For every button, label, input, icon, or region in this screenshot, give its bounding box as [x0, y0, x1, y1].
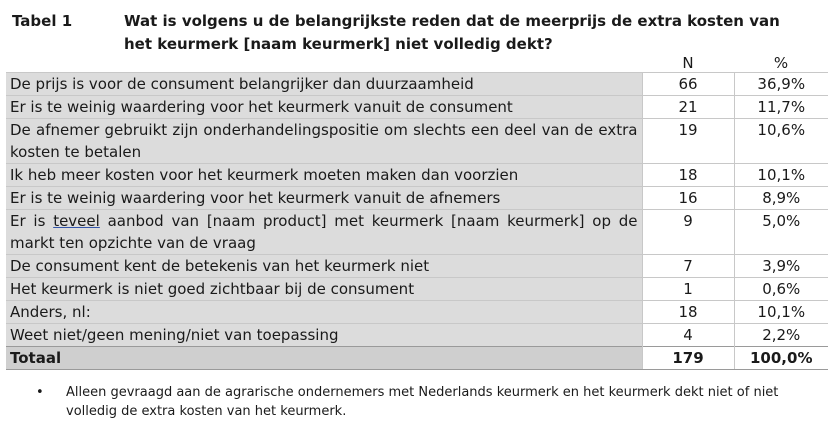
row-percent: 5,0%	[734, 210, 828, 255]
table-row	[6, 73, 828, 96]
row-n: 7	[642, 255, 734, 278]
table-row	[6, 324, 828, 347]
table-row	[6, 301, 828, 324]
row-percent: 10,1%	[734, 164, 828, 187]
row-percent: 11,7%	[734, 96, 828, 119]
row-n: 21	[642, 96, 734, 119]
table-row	[6, 255, 828, 278]
row-n: 18	[642, 164, 734, 187]
row-percent: 10,6%	[734, 119, 828, 164]
row-percent: 10,1%	[734, 301, 828, 324]
row-label	[6, 210, 642, 255]
row-label: Er is te weinig waardering voor het keurmerk vanuit de afnemers	[6, 187, 642, 210]
table-row	[6, 96, 828, 119]
row-label: Ik heb meer kosten voor het keurmerk moeten maken dan voorzien	[6, 164, 642, 187]
row-label: De prijs is voor de consument belangrijker dan duurzaamheid	[6, 73, 642, 96]
total-n: 179	[642, 347, 734, 370]
total-label: Totaal	[6, 347, 642, 370]
row-n: 18	[642, 301, 734, 324]
header-n: N	[682, 54, 694, 72]
row-percent: 3,9%	[734, 255, 828, 278]
row-label: De consument kent de betekenis van het keurmerk niet	[6, 255, 642, 278]
total-percent: 100,0%	[734, 347, 828, 370]
row-label: Anders, nl:	[6, 301, 642, 324]
row-label-end: aanbod van [naam product] met keurmerk [naam keurmerk] op de markt ten opzichte van de vraag	[10, 212, 638, 252]
table-row	[6, 119, 828, 164]
row-label: Het keurmerk is niet goed zichtbaar bij de consument	[6, 278, 642, 301]
row-label-start: Er is	[10, 212, 54, 230]
total-row	[6, 347, 828, 370]
row-percent: 0,6%	[734, 278, 828, 301]
bullet-icon: •	[36, 385, 44, 400]
survey-table	[6, 54, 828, 370]
row-n: 66	[642, 73, 734, 96]
row-percent: 8,9%	[734, 187, 828, 210]
row-n: 4	[642, 324, 734, 347]
row-n: 19	[642, 119, 734, 164]
row-label-underlined-word: teveel	[53, 212, 100, 230]
header-row	[6, 54, 828, 73]
table-row	[6, 278, 828, 301]
row-label: Er is te weinig waardering voor het keurmerk vanuit de consument	[6, 96, 642, 119]
row-n: 1	[642, 278, 734, 301]
row-n: 16	[642, 187, 734, 210]
header-percent: %	[773, 54, 789, 72]
table-row	[6, 210, 828, 255]
row-percent: 2,2%	[734, 324, 828, 347]
table-number: Tabel 1	[12, 12, 73, 30]
row-label: Weet niet/geen mening/niet van toepassing	[6, 324, 642, 347]
table-row	[6, 164, 828, 187]
row-n: 9	[642, 210, 734, 255]
header-label	[6, 54, 642, 73]
table-row	[6, 187, 828, 210]
row-label: De afnemer gebruikt zijn onderhandelingspositie om slechts een deel van de extra kosten te betalen	[6, 119, 642, 164]
footnote-text: Alleen gevraagd aan de agrarische ondernemers met Nederlands keurmerk en het keurmerk dekt niet of niet volledig de extra kosten van het keurmerk.	[66, 385, 779, 419]
table-question: Wat is volgens u de belangrijkste reden dat de meerprijs de extra kosten van het keurmerk [naam keurmerk] niet volledig dekt?	[124, 12, 780, 53]
row-percent: 36,9%	[734, 73, 828, 96]
